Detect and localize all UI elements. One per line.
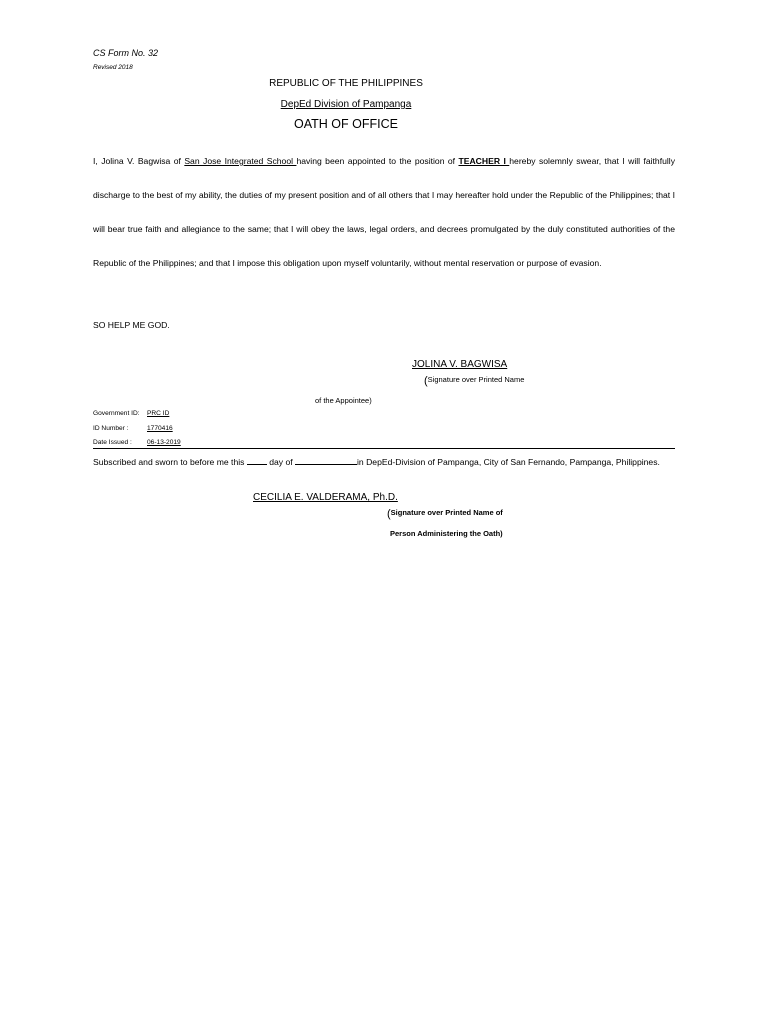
form-number: CS Form No. 32 [93, 48, 159, 58]
appointee-signature-text: Signature over Printed Name [427, 375, 525, 384]
oath-intro: I, Jolina V. Bagwisa of [93, 156, 185, 166]
appointee-signature-label [424, 375, 524, 387]
position-title: TEACHER I [458, 156, 510, 166]
government-id-value: PRC ID [147, 410, 170, 417]
revision-note: Revised 2018 [93, 64, 133, 71]
appointee-name: JOLINA V. BAGWISA [412, 359, 508, 370]
subscribed-paragraph [93, 452, 675, 473]
open-paren: ( [424, 375, 428, 387]
administrator-signature-label [387, 508, 503, 520]
government-id-row [93, 410, 170, 417]
school-name: San Jose Integrated School [184, 156, 297, 166]
open-paren: ( [387, 508, 391, 520]
date-issued-value: 06-13-2019 [147, 439, 181, 446]
id-number-label: ID Number : [93, 425, 129, 432]
horizontal-rule [93, 448, 675, 449]
administrator-signature-text: Signature over Printed Name of [390, 508, 503, 517]
month-blank [295, 456, 357, 465]
date-issued-label: Date Issued : [93, 439, 132, 446]
id-number-value: 1770416 [147, 425, 173, 432]
oath-paragraph [93, 144, 675, 280]
administrator-name: CECILIA E. VALDERAMA, Ph.D. [253, 492, 398, 503]
subscribed-location: in DepEd-Division of Pampanga, City of San Fernando, Pampanga, Philippines. [357, 457, 660, 467]
subscribed-day-of: day of [266, 457, 296, 467]
date-issued-row [93, 439, 181, 446]
oath-body: hereby solemnly swear, that I will faithfully discharge to the best of my ability, the duties of my present position and of all others that I may hereafter hold under the Republic of the Philippines; that I will bear true faith and allegiance to the same; that I will obey the laws, legal orders, and decrees promulgated by the duly constituted authorities of the Republic of the Philippines; and that I impose this obligation upon myself voluntarily, without mental reservation or purpose of evasion. [93, 156, 675, 268]
subscribed-intro: Subscribed and sworn to before me this [93, 457, 247, 467]
administrator-signature-label-line2: Person Administering the Oath) [390, 529, 503, 538]
division-heading [0, 99, 692, 110]
day-blank [247, 456, 267, 465]
id-number-row [93, 425, 173, 432]
oath-closing: SO HELP ME GOD. [93, 320, 170, 330]
republic-heading: REPUBLIC OF THE PHILIPPINES [269, 78, 423, 89]
oath-appointment: having been appointed to the position of [296, 156, 459, 166]
government-id-label: Government ID: [93, 410, 140, 417]
appointee-signature-label-line2: of the Appointee) [315, 396, 372, 405]
division-name: DepEd Division of Pampanga [280, 99, 412, 110]
document-title: OATH OF OFFICE [294, 117, 398, 131]
